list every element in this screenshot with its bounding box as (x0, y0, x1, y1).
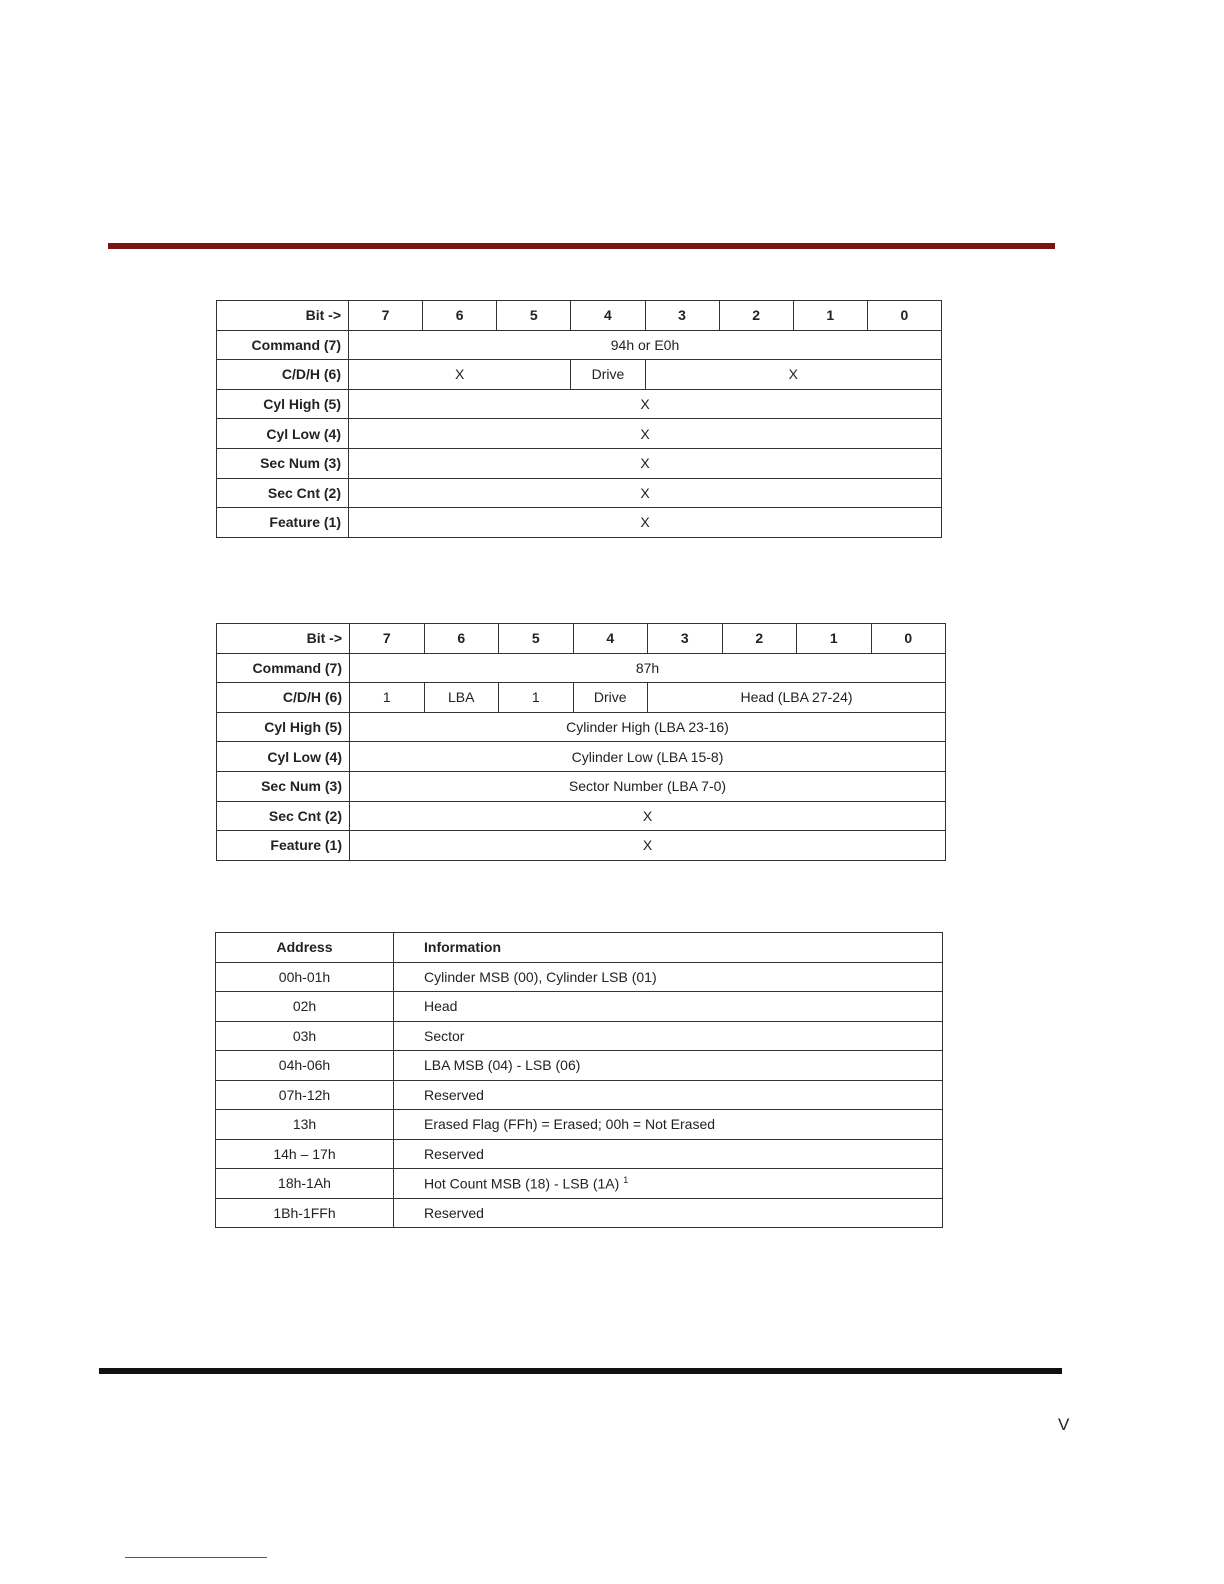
cdh-bits-7-5: X (349, 360, 571, 390)
address-cell: 00h-01h (216, 962, 394, 992)
row-label: Cyl Low (4) (217, 419, 349, 449)
table-row (217, 478, 942, 508)
address-cell: 14h – 17h (216, 1139, 394, 1169)
cdh-bit-6: LBA (424, 683, 499, 713)
row-label: Command (7) (217, 653, 350, 683)
address-cell: 07h-12h (216, 1080, 394, 1110)
address-header: Address (216, 933, 394, 963)
info-cell: Erased Flag (FFh) = Erased; 00h = Not Erased (394, 1110, 943, 1140)
address-cell: 18h-1Ah (216, 1169, 394, 1199)
bit-2: 2 (719, 301, 793, 331)
table-row (217, 771, 946, 801)
cdh-bit-7: 1 (350, 683, 425, 713)
table-row (217, 831, 946, 861)
bit-6: 6 (423, 301, 497, 331)
address-cell: 02h (216, 992, 394, 1022)
address-cell: 13h (216, 1110, 394, 1140)
command-87h-register-table (216, 623, 946, 861)
table-row (216, 992, 943, 1022)
bit-3: 3 (648, 624, 723, 654)
table-row (217, 389, 942, 419)
bit-header-label: Bit -> (217, 301, 349, 331)
row-label: C/D/H (6) (217, 683, 350, 713)
info-cell: Reserved (394, 1139, 943, 1169)
row-label: Cyl High (5) (217, 389, 349, 419)
command-value: 94h or E0h (349, 330, 942, 360)
table-row (217, 360, 942, 390)
row-label: Sec Num (3) (217, 448, 349, 478)
sector-info-table (215, 932, 943, 1228)
bit-0: 0 (867, 301, 941, 331)
information-header: Information (394, 933, 943, 963)
table-row (216, 962, 943, 992)
table-row (217, 508, 942, 538)
row-value: X (349, 389, 942, 419)
row-value: Cylinder High (LBA 23-16) (350, 712, 946, 742)
row-label: Feature (1) (217, 831, 350, 861)
table-row (217, 419, 942, 449)
row-value: X (349, 448, 942, 478)
footnote-marker: 1 (623, 1174, 629, 1185)
table-row (217, 801, 946, 831)
row-label: Sec Cnt (2) (217, 801, 350, 831)
row-label: C/D/H (6) (217, 360, 349, 390)
cdh-bits-3-0: X (645, 360, 942, 390)
bit-0: 0 (871, 624, 946, 654)
row-value: Sector Number (LBA 7-0) (350, 771, 946, 801)
info-cell: Sector (394, 1021, 943, 1051)
bit-7: 7 (349, 301, 423, 331)
table-row (216, 1110, 943, 1140)
bit-4: 4 (573, 624, 648, 654)
table-row (216, 1198, 943, 1228)
bit-1: 1 (797, 624, 872, 654)
row-label: Feature (1) (217, 508, 349, 538)
row-value: X (349, 478, 942, 508)
table-row (217, 330, 942, 360)
address-cell: 04h-06h (216, 1051, 394, 1081)
row-label: Command (7) (217, 330, 349, 360)
bit-2: 2 (722, 624, 797, 654)
table-row (217, 448, 942, 478)
row-value: Cylinder Low (LBA 15-8) (350, 742, 946, 772)
row-value: X (350, 831, 946, 861)
row-value: X (349, 419, 942, 449)
table-row (217, 653, 946, 683)
footnote-separator (125, 1557, 267, 1558)
header-rule (108, 243, 1055, 249)
row-value: X (350, 801, 946, 831)
info-cell: Reserved (394, 1080, 943, 1110)
bit-5: 5 (497, 301, 571, 331)
row-label: Sec Cnt (2) (217, 478, 349, 508)
table-row (217, 301, 942, 331)
bit-4: 4 (571, 301, 645, 331)
bit-5: 5 (499, 624, 574, 654)
info-cell: Reserved (394, 1198, 943, 1228)
table-row (216, 1021, 943, 1051)
table-row (216, 1051, 943, 1081)
bit-header-label: Bit -> (217, 624, 350, 654)
table-row (217, 742, 946, 772)
info-text: Hot Count MSB (18) - LSB (1A) (424, 1175, 620, 1192)
row-value: X (349, 508, 942, 538)
bit-3: 3 (645, 301, 719, 331)
table-header-row (216, 933, 943, 963)
table-row (217, 712, 946, 742)
table-row (216, 1139, 943, 1169)
table-row (216, 1080, 943, 1110)
info-cell: LBA MSB (04) - LSB (06) (394, 1051, 943, 1081)
address-cell: 1Bh-1FFh (216, 1198, 394, 1228)
row-label: Cyl High (5) (217, 712, 350, 742)
info-cell: Cylinder MSB (00), Cylinder LSB (01) (394, 962, 943, 992)
footer-rule (99, 1368, 1062, 1374)
table-row (216, 1169, 943, 1199)
cdh-head: Head (LBA 27-24) (648, 683, 946, 713)
cdh-bit-5: 1 (499, 683, 574, 713)
bit-1: 1 (793, 301, 867, 331)
info-cell: Head (394, 992, 943, 1022)
info-cell (394, 1169, 943, 1199)
bit-6: 6 (424, 624, 499, 654)
page-number: V (1058, 1415, 1070, 1434)
cdh-drive: Drive (571, 360, 645, 390)
command-value: 87h (350, 653, 946, 683)
command-94h-register-table (216, 300, 942, 538)
table-row (217, 683, 946, 713)
row-label: Sec Num (3) (217, 771, 350, 801)
cdh-bit-4: Drive (573, 683, 648, 713)
bit-7: 7 (350, 624, 425, 654)
table-row (217, 624, 946, 654)
row-label: Cyl Low (4) (217, 742, 350, 772)
address-cell: 03h (216, 1021, 394, 1051)
